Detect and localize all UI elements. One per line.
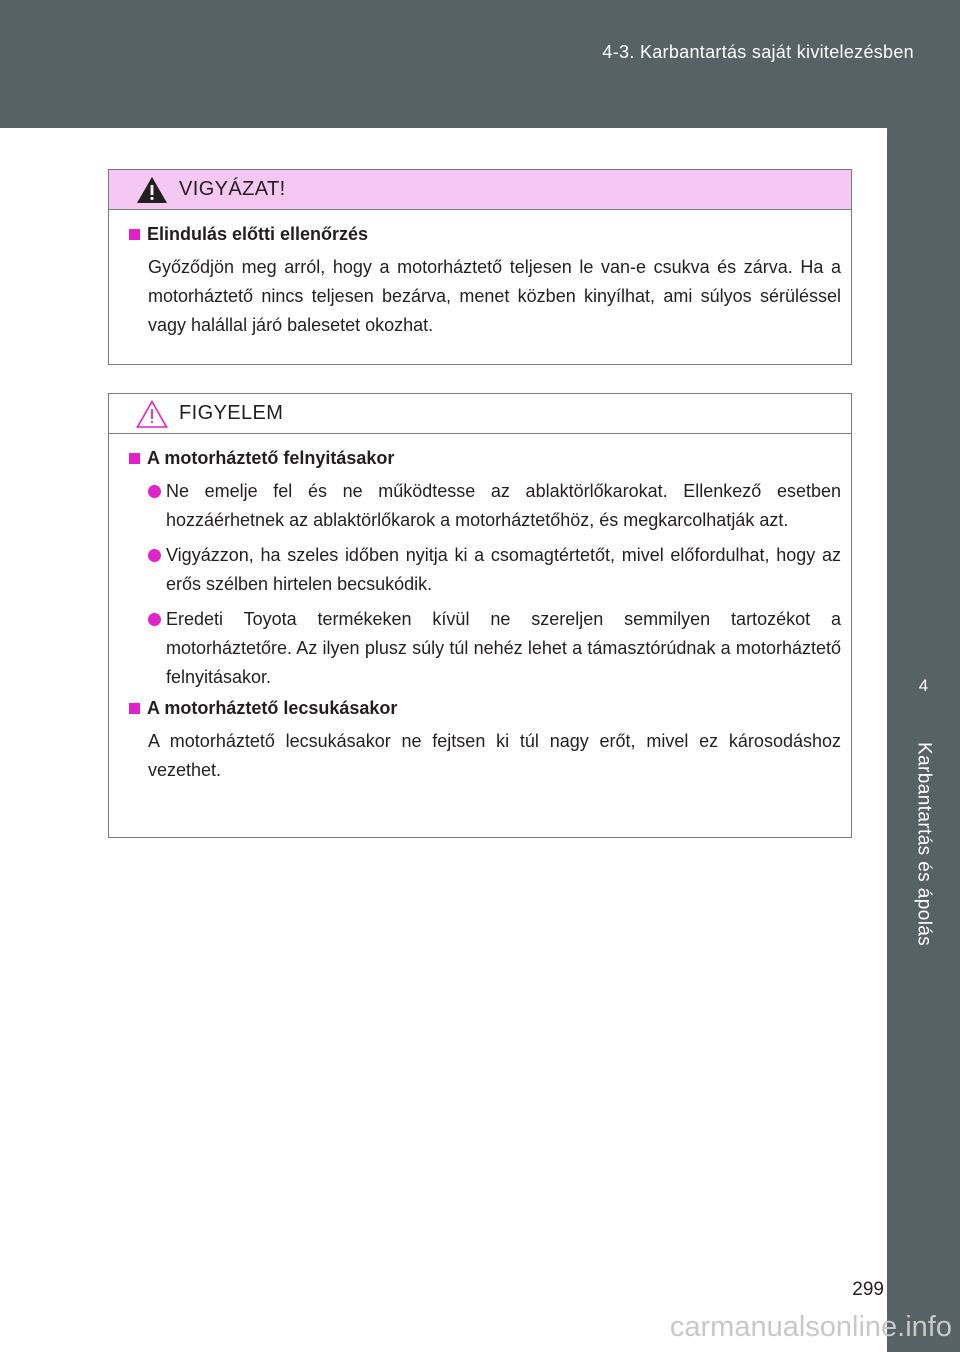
notice-closing-text: A motorháztető lecsukásakor ne fejtsen ki túl nagy erőt, mivel ez károsodáshoz vezethet.	[148, 731, 841, 780]
list-item	[148, 605, 841, 692]
list-item-text: Eredeti Toyota termékeken kívül ne szereljen semmilyen tartozékot a motorháztetőre. Az ilyen plusz súly túl nehéz lehet a támasztórúdnak a motorháztető felnyitásakor.	[166, 609, 841, 687]
page-number: 299	[852, 1279, 884, 1300]
list-item	[148, 477, 841, 535]
square-bullet-icon	[129, 703, 140, 714]
list-item-text: Ne emelje fel és ne működtesse az ablaktörlőkarokat. Ellenkező esetben hozzáérhetnek az ablaktörlőkarok a motorháztetőhöz, és megkarcolhatják azt.	[166, 481, 841, 530]
watermark: carmanualsonline.info	[669, 1311, 952, 1343]
notice-heading-opening-text: A motorháztető felnyitásakor	[147, 448, 395, 468]
notice-label: FIGYELEM	[179, 402, 284, 424]
dot-bullet-icon	[148, 549, 161, 562]
notice-heading-closing-text: A motorháztető lecsukásakor	[147, 698, 398, 718]
caution-item-heading	[129, 224, 841, 245]
caution-box-body	[109, 210, 851, 340]
notice-box-body	[109, 434, 851, 785]
caution-item-text: Győződjön meg arról, hogy a motorháztető teljesen le van-e csukva és zárva. Ha a motorháztető nincs teljesen bezárva, menet közben kinyílhat, ami súlyos sérüléssel vagy halállal járó balesetet okozhat.	[148, 257, 841, 335]
square-bullet-icon	[129, 229, 140, 240]
notice-box	[108, 393, 852, 838]
header-bar	[0, 0, 960, 128]
square-bullet-icon	[129, 453, 140, 464]
notice-heading-opening	[129, 448, 841, 469]
caution-box-header	[109, 170, 851, 210]
caution-heading-text: Elindulás előtti ellenőrzés	[147, 224, 369, 244]
list-item	[148, 541, 841, 599]
dot-bullet-icon	[148, 613, 161, 626]
dot-bullet-icon	[148, 485, 161, 498]
chapter-title-text: Karbantartás és ápolás	[913, 742, 935, 947]
list-item-text: Vigyázzon, ha szeles időben nyitja ki a csomagtértetőt, mivel előfordulhat, hogy az erős szélben hirtelen becsukódik.	[166, 545, 841, 594]
notice-heading-closing	[129, 698, 841, 719]
warning-outline-icon	[135, 399, 169, 429]
caution-box	[108, 169, 852, 365]
side-tab-upper	[887, 128, 960, 648]
warning-filled-icon	[135, 175, 169, 205]
section-title: 4-3. Karbantartás saját kivitelezésben	[602, 42, 914, 62]
chapter-number: 4	[918, 676, 929, 695]
caution-label: VIGYÁZAT!	[179, 178, 286, 200]
chapter-title	[887, 742, 960, 962]
notice-box-header	[109, 394, 851, 434]
